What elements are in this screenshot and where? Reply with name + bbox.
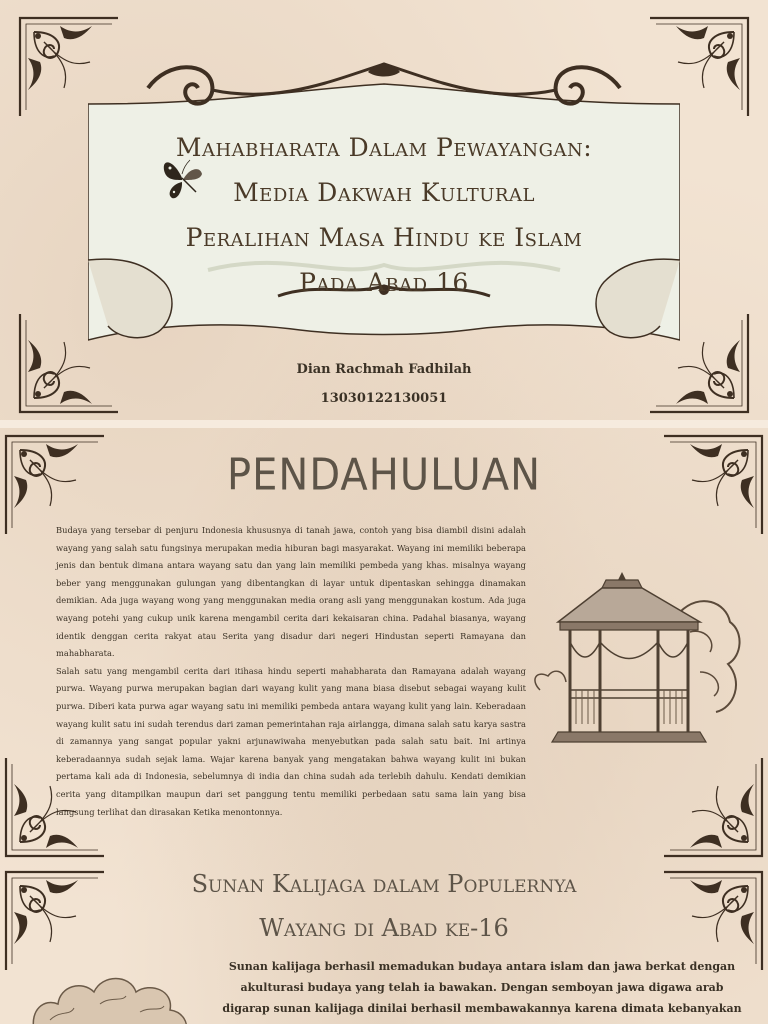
title-line: Peralihan Masa Hindu ke Islam bbox=[185, 223, 583, 252]
body-text bbox=[56, 522, 526, 821]
body-text: Sunan kalijaga berhasil memadukan budaya antara islam dan jawa berkat dengan akulturasi budaya yang telah ia bawakan. Dengan semboyan jawa digawa arab digarap sunan kalijaga dinilai berhasil membawakannya karena dimata kebanyakan bbox=[222, 960, 742, 1015]
title-line: Media Dakwah Kultural bbox=[233, 178, 535, 207]
gazebo-illustration bbox=[530, 572, 752, 750]
section-heading-line: Wayang di Abad ke-16 bbox=[259, 914, 509, 942]
author-id: 13030122130051 bbox=[320, 391, 448, 406]
slide-divider bbox=[0, 420, 768, 428]
flourish-corner-icon bbox=[658, 752, 768, 862]
paragraph: Salah satu yang mengambil cerita dari itihasa hindu seperti mahabharata dan Ramayana adalah wayang purwa. Wayang purwa merupakan bagian dari wayang kulit yang mana biasa disebut sebagai wayang kulit purwa. Diberi kata purwa agar wayang satu ini memiliki pembeda antara wayang kulit yang lain. Keberadaan wayang kulit satu ini sudah terendus dari zaman pemerintahan raja airlangga, dimana salah satu karya sastra di zamannya yang sangat popular yakni arjunawiwaha menyebutkan pada salah satu bait. Ini artinya keberadaannya sudah sejak lama. Wajar karena banyak yang mengatakan bahwa wayang kulit ini bukan pertama kali ada di Indonesia, sebelumnya di india dan china sudah ada terlebih dahulu. Kendati demikian cerita yang ditampilkan maupun dari set panggung tentu memiliki perbedaan satu sama lain yang bisa langsung terlihat dan dirasakan Ketika menontonnya. bbox=[56, 665, 526, 817]
butterfly-icon bbox=[160, 156, 206, 202]
title-line: Mahabharata Dalam Pewayangan: bbox=[175, 133, 593, 162]
bush-illustration bbox=[30, 960, 190, 1024]
author-name: Dian Rachmah Fadhilah bbox=[296, 362, 472, 377]
document-title bbox=[88, 125, 680, 305]
paragraph: Budaya yang tersebar di penjuru Indonesia khususnya di tanah jawa, contoh yang bisa diambil disini adalah wayang yang salah satu fungsinya merupakan media hiburan bagi masyarakat. Wayang ini memiliki beberapa jenis dan bentuk dimana antara wayang satu dan yang lain memiliki pembeda yang khas. misalnya wayang beber yang menggunakan gulungan yang dibentangkan di layar untuk dipentaskan sehingga dinamakan demikian. Ada juga wayang wong yang menggunakan media orang asli yang menggunakan kostum. Ada juga wayang potehi yang cukup unik karena mengambil cerita dari kekaisaran china. Padahal biasanya, wayang identik denggan cerita rakyat atau Serita yang disadur dari negeri Hindustan seperti Ramayana dan mahabharata. bbox=[56, 525, 526, 659]
section-heading bbox=[0, 862, 768, 950]
section-heading: PENDAHULUAN bbox=[227, 449, 541, 501]
title-line: Pada Abad 16 bbox=[299, 268, 469, 297]
section-heading-line: Sunan Kalijaga dalam Populernya bbox=[191, 870, 577, 898]
